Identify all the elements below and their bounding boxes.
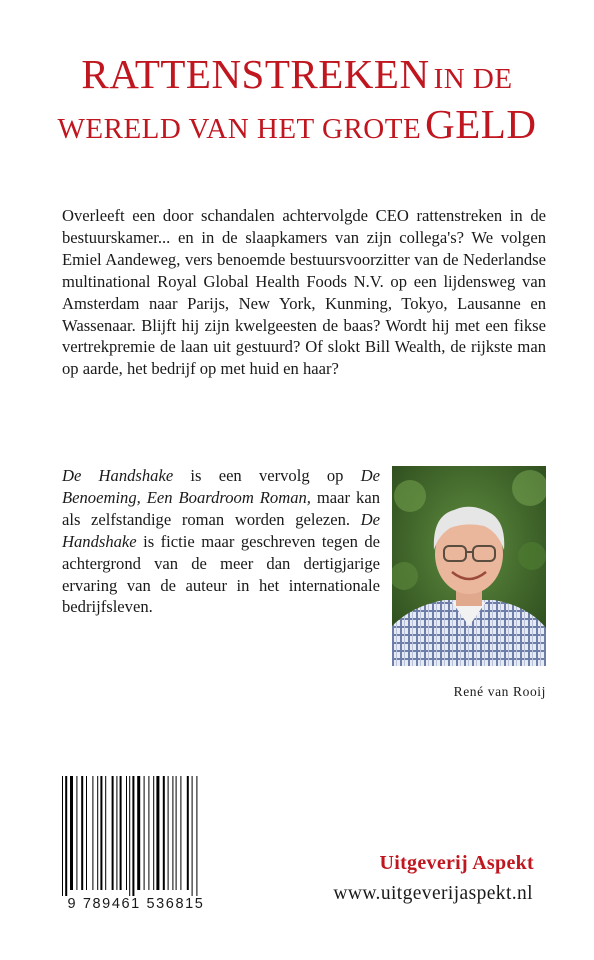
series-paragraph xyxy=(62,465,380,618)
author-photo-caption: René van Rooij xyxy=(453,684,546,699)
title-geld: GELD xyxy=(425,101,537,147)
series-text-2: maar kan als zelfstandige roman worden gelezen. xyxy=(62,487,380,529)
series-text-1: is een vervolg op xyxy=(173,466,361,485)
book-title-benoeming: De Benoeming, Een Boardroom Roman, xyxy=(62,466,380,507)
title-wereld-van-het-grote: WERELD VAN HET GROTE xyxy=(57,113,422,145)
title-line-2 xyxy=(40,101,554,147)
isbn-barcode xyxy=(60,776,212,896)
series-text-3: is fictie maar geschreven tegen de achtergrond van de meer dan dertigjarige ervaring van de auteur in het internationale bedrijfsleven. xyxy=(62,531,380,617)
book-title-handshake: De Handshake xyxy=(62,466,174,485)
isbn-number: 9 789461 536815 xyxy=(67,896,205,912)
title-rattenstreken: RATTENSTREKEN xyxy=(81,51,430,97)
author-photo xyxy=(392,466,546,666)
publisher-name: Uitgeverij Aspekt xyxy=(379,852,534,874)
synopsis-paragraph: Overleeft een door schandalen achtervolgde CEO rattenstreken in de bestuurskamer... en in de slaapkamers van zijn collega's? We volgen Emiel Aandeweg, vers benoemde bestuursvoorzitter van de Nederlandse multinational Royal Global Health Foods N.V. op een lijdensweg van Amsterdam naar Parijs, New York, Kunming, Tokyo, Lausanne en Wassenaar. Blijft hij zijn kwelgeesten de baas? Wordt hij met een fikse vertrekpremie de laan uit gestuurd? Of slokt Bill Wealth, de rijkste man op aarde, het bedrijf op met huid en haar? xyxy=(62,206,546,379)
book-title-handshake-2: De Handshake xyxy=(62,509,380,551)
title-line-1 xyxy=(40,51,554,97)
publisher-website: www.uitgeverijaspekt.nl xyxy=(333,883,533,904)
title-in-de: IN DE xyxy=(433,63,513,95)
